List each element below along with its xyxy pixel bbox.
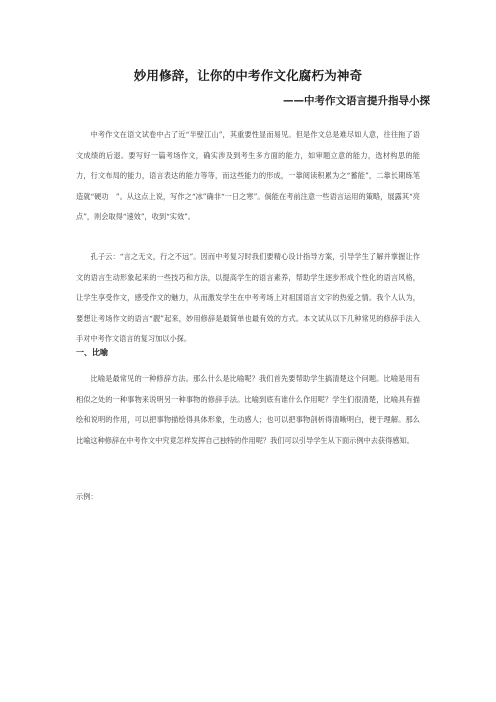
- paragraph-metaphor: 比喻是最常见的一种修辞方法。那么什么是比喻呢？我们首先要帮助学生搞清楚这个问题。比喻是用有相似之处的一种事物来说明另一种事物的修辞手法。比喻到底有谁什么作用呢？学生们很清楚，比喻具有描绘和说明的作用，可以把事物描绘得具体形象，生动感人；也可以把事物剖析得清晰明白，便于理解。那么比喻这种修辞在中考作文中究竟怎样发挥自己独特的作用呢？我们可以引导学生从下面示例中去获得感知。: [76, 374, 420, 445]
- paragraph-intro: 中考作文在语文试卷中占了近“半壁江山”，其重要性显而易见。但是作文总是难尽如人意，往往拖了语文成绩的后退。要写好一篇考场作文，确实涉及到考生多方面的能力，如审题立意的能力，选材构思的能力，行文布局的能力，语言表达的能力等等，而这些能力的形成，一靠阅读积累为之“蓄能”，二靠长期练笔造就“硬功 ”。从这点上说，写作之“冰”确非“一日之寒”。倘能在考前注意一些语言运用的策略，展露其“亮点”，则会取得“速效”，收到“实效”。: [76, 130, 420, 221]
- example-label: 示例：: [76, 492, 98, 501]
- paragraph-confucius: 孔子云：“言之无文，行之不远”。因而中考复习时我们要精心设计指导方案，引导学生了解并掌握让作文的语言生动形象起来的一些技巧和方法，以提高学生的语言素养，帮助学生逐步形成个性化的语言风格，让学生享受作文，感受作文的魅力，从而激发学生在中考考场上对祖国语言文字的热爱之情。我个人认为，要想让考场作文的语言“靓”起来，妙用修辞是最简单也最有效的方式。本文试从以下几种常见的修辞手法入手对中考作文语言的复习加以小探。: [76, 252, 420, 343]
- document-title: 妙用修辞，让你的中考作文化腐朽为神奇: [133, 68, 363, 83]
- document-subtitle: ——中考作文语言提升指导小探: [283, 95, 430, 107]
- section-heading-metaphor: 一、比喻: [76, 348, 108, 357]
